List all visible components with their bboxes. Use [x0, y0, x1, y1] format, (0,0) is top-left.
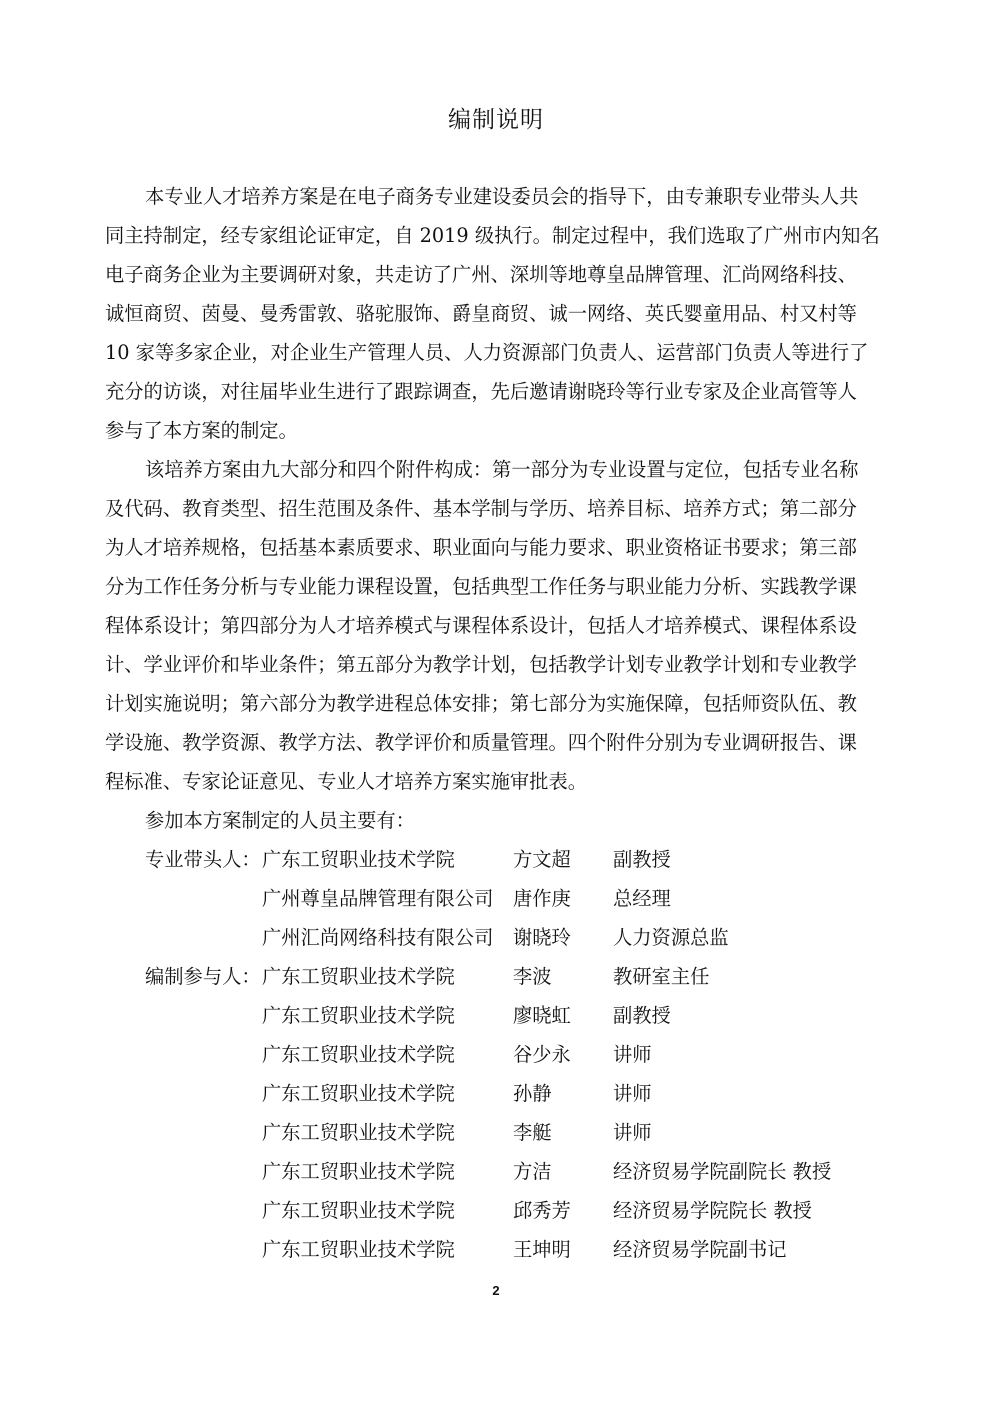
staff-role: 编制参与人： [145, 965, 261, 988]
staff-row [145, 1230, 905, 1269]
paragraph-overview [105, 177, 895, 450]
paragraph-line: 学设施、教学资源、教学方法、教学评价和质量管理。四个附件分别为专业调研报告、课 [105, 731, 857, 754]
page-number: 2 [492, 1283, 500, 1298]
paragraph-line: 该培养方案由九大部分和四个附件构成：第一部分为专业设置与定位，包括专业名称 [145, 458, 859, 481]
staff-org: 广东工贸职业技术学院 [262, 1082, 455, 1105]
staff-title: 经济贸易学院副院长 教授 [613, 1160, 832, 1183]
staff-org: 广州汇尚网络科技有限公司 [262, 926, 494, 949]
staff-title: 讲师 [613, 1043, 652, 1066]
staff-name: 谢晓玲 [513, 926, 571, 949]
paragraph-structure [105, 450, 895, 801]
staff-org: 广东工贸职业技术学院 [262, 965, 455, 988]
staff-role: 专业带头人： [145, 848, 261, 871]
staff-name: 方洁 [513, 1160, 552, 1183]
paragraph-line: 同主持制定，经专家组论证审定，自 2019 级执行。制定过程中，我们选取了广州市内知名 [105, 224, 880, 247]
paragraph-line: 程标准、专家论证意见、专业人才培养方案实施审批表。 [105, 770, 588, 793]
staff-org: 广东工贸职业技术学院 [262, 1199, 455, 1222]
paragraph-line: 电子商务企业为主要调研对象，共走访了广州、深圳等地尊皇品牌管理、汇尚网络科技、 [105, 263, 857, 286]
staff-row [145, 1191, 905, 1230]
staff-title: 经济贸易学院院长 教授 [613, 1199, 812, 1222]
staff-title: 经济贸易学院副书记 [613, 1238, 787, 1261]
staff-org: 广东工贸职业技术学院 [262, 848, 455, 871]
paragraph-line: 计、学业评价和毕业条件；第五部分为教学计划，包括教学计划专业教学计划和专业教学 [105, 653, 857, 676]
staff-title: 教研室主任 [613, 965, 710, 988]
staff-org: 广州尊皇品牌管理有限公司 [262, 887, 494, 910]
staff-name: 孙静 [513, 1082, 552, 1105]
staff-list [145, 840, 905, 1269]
staff-row [145, 1074, 905, 1113]
staff-name: 谷少永 [513, 1043, 571, 1066]
staff-org: 广东工贸职业技术学院 [262, 1238, 455, 1261]
staff-title: 副教授 [613, 1004, 671, 1027]
paragraph-line: 程体系设计；第四部分为人才培养模式与课程体系设计，包括人才培养模式、课程体系设 [105, 614, 857, 637]
paragraph-line: 诚恒商贸、茵曼、曼秀雷敦、骆驼服饰、爵皇商贸、诚一网络、英氏婴童用品、村又村等 [105, 302, 857, 325]
staff-row [145, 1152, 905, 1191]
staff-intro: 参加本方案制定的人员主要有： [145, 809, 415, 832]
paragraph-line: 分为工作任务分析与专业能力课程设置，包括典型工作任务与职业能力分析、实践教学课 [105, 575, 857, 598]
staff-name: 李波 [513, 965, 552, 988]
staff-row [145, 918, 905, 957]
paragraph-line: 计划实施说明；第六部分为教学进程总体安排；第七部分为实施保障，包括师资队伍、教 [105, 692, 857, 715]
staff-org: 广东工贸职业技术学院 [262, 1160, 455, 1183]
staff-org: 广东工贸职业技术学院 [262, 1121, 455, 1144]
page-title: 编制说明 [448, 107, 544, 133]
staff-name: 唐作庚 [513, 887, 571, 910]
staff-name: 李艇 [513, 1121, 552, 1144]
paragraph-line: 为人才培养规格，包括基本素质要求、职业面向与能力要求、职业资格证书要求；第三部 [105, 536, 857, 559]
staff-row [145, 879, 905, 918]
paragraph-line: 及代码、教育类型、招生范围及条件、基本学制与学历、培养目标、培养方式；第二部分 [105, 497, 857, 520]
staff-title: 讲师 [613, 1082, 652, 1105]
staff-row [145, 1035, 905, 1074]
staff-title: 总经理 [613, 887, 671, 910]
staff-title: 副教授 [613, 848, 671, 871]
paragraph-line: 本专业人才培养方案是在电子商务专业建设委员会的指导下，由专兼职专业带头人共 [145, 185, 859, 208]
staff-row [145, 996, 905, 1035]
staff-row [145, 957, 905, 996]
staff-row [145, 1113, 905, 1152]
staff-name: 邱秀芳 [513, 1199, 571, 1222]
paragraph-line: 参与了本方案的制定。 [105, 419, 298, 442]
staff-row [145, 840, 905, 879]
staff-name: 王坤明 [513, 1238, 571, 1261]
staff-name: 方文超 [513, 848, 571, 871]
staff-title: 人力资源总监 [613, 926, 729, 949]
staff-org: 广东工贸职业技术学院 [262, 1004, 455, 1027]
staff-org: 广东工贸职业技术学院 [262, 1043, 455, 1066]
staff-name: 廖晓虹 [513, 1004, 571, 1027]
paragraph-line: 10 家等多家企业，对企业生产管理人员、人力资源部门负责人、运营部门负责人等进行了 [105, 341, 869, 364]
paragraph-line: 充分的访谈，对往届毕业生进行了跟踪调查，先后邀请谢晓玲等行业专家及企业高管等人 [105, 380, 857, 403]
staff-title: 讲师 [613, 1121, 652, 1144]
